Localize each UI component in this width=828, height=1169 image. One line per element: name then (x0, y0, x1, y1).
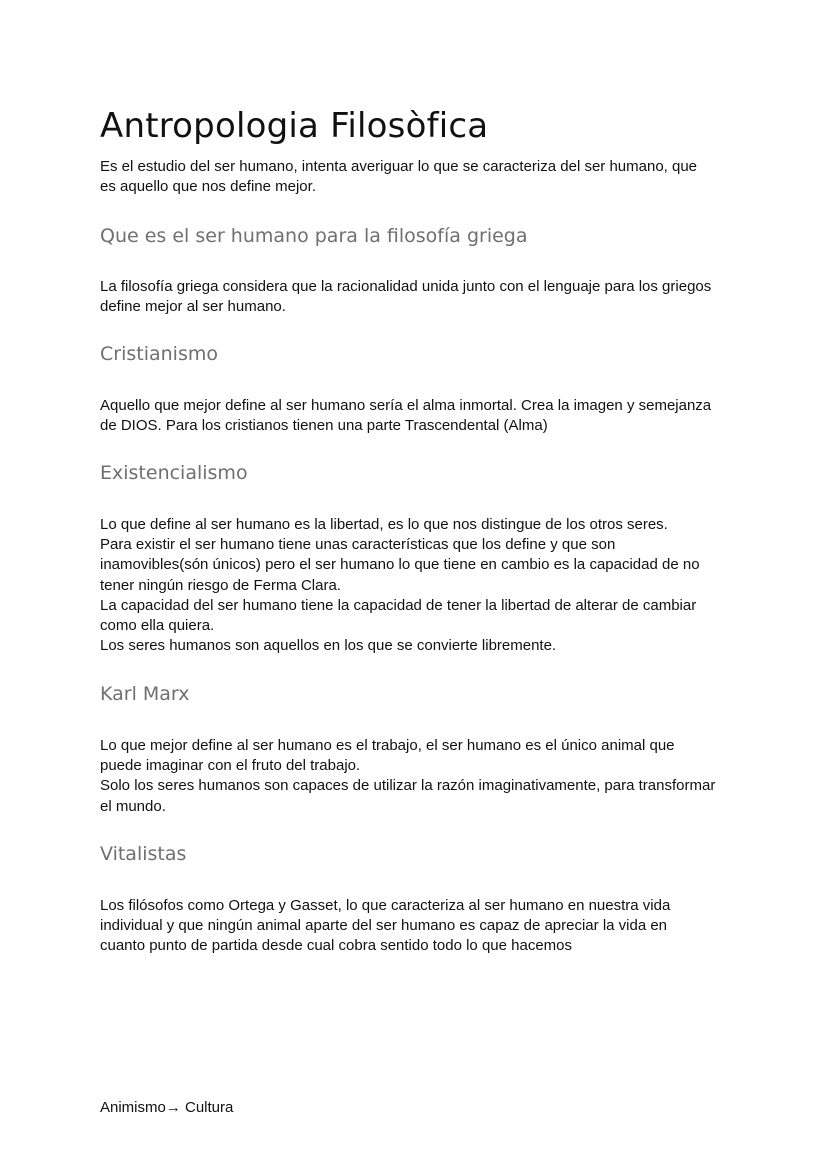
text-line: La filosofía griega considera que la racionalidad unida junto con el lenguaje para los griegos (100, 278, 712, 295)
text-line: Es el estudio del ser humano, intenta averiguar lo que se caracteriza del ser humano, que (100, 158, 698, 175)
section-paragraph-existencialismo (100, 515, 740, 656)
text-line: Lo que mejor define al ser humano es el trabajo, el ser humano es el único animal que (100, 737, 675, 754)
document-page (100, 0, 740, 1169)
document-title: Antropologia Filosòfica (100, 106, 489, 146)
text-line: el mundo. (100, 797, 166, 815)
section-heading-vitalistas: Vitalistas (100, 843, 187, 865)
text-line: de DIOS. Para los cristianos tienen una parte Trascendental (Alma) (100, 417, 548, 435)
text-line: cuanto punto de partida desde cual cobra sentido todo lo que hacemos (100, 937, 573, 955)
text-line: individual y que ningún animal aparte del ser humano es capaz de apreciar la vida en (100, 917, 668, 935)
text-line: Los filósofos como Ortega y Gasset, lo que caracteriza al ser humano en nuestra vida (100, 897, 671, 914)
text-line: es aquello que nos define mejor. (100, 178, 316, 196)
section-heading-filosofia-griega: Que es el ser humano para la filosofía griega (100, 225, 528, 247)
section-heading-karl-marx: Karl Marx (100, 683, 190, 705)
text-line: define mejor al ser humano. (100, 298, 286, 316)
intro-paragraph (100, 157, 740, 197)
section-paragraph-karl-marx (100, 736, 740, 817)
text-line: tener ningún riesgo de Ferma Clara. (100, 576, 341, 594)
text-line: Para existir el ser humano tiene unas características que los define y que son (100, 536, 616, 554)
footer-note: Animismo→ Cultura (100, 1099, 234, 1116)
text-line: Los seres humanos son aquellos en los que se convierte libremente. (100, 637, 557, 655)
section-heading-existencialismo: Existencialismo (100, 462, 248, 484)
section-paragraph-vitalistas (100, 896, 740, 957)
text-line: Solo los seres humanos son capaces de utilizar la razón imaginativamente, para transformar (100, 777, 716, 795)
text-line: puede imaginar con el fruto del trabajo. (100, 757, 361, 775)
text-line: Aquello que mejor define al ser humano sería el alma inmortal. Crea la imagen y semejanza (100, 397, 712, 414)
text-line: como ella quiera. (100, 617, 215, 635)
section-paragraph-cristianismo (100, 396, 740, 436)
section-heading-cristianismo: Cristianismo (100, 343, 218, 365)
text-line: inamovibles(són únicos) pero el ser humano lo que tiene en cambio es la capacidad de no (100, 556, 700, 574)
text-line: La capacidad del ser humano tiene la capacidad de tener la libertad de alterar de cambiar (100, 596, 697, 614)
section-paragraph-filosofia-griega (100, 277, 740, 317)
text-line: Lo que define al ser humano es la libertad, es lo que nos distingue de los otros seres. (100, 516, 668, 533)
